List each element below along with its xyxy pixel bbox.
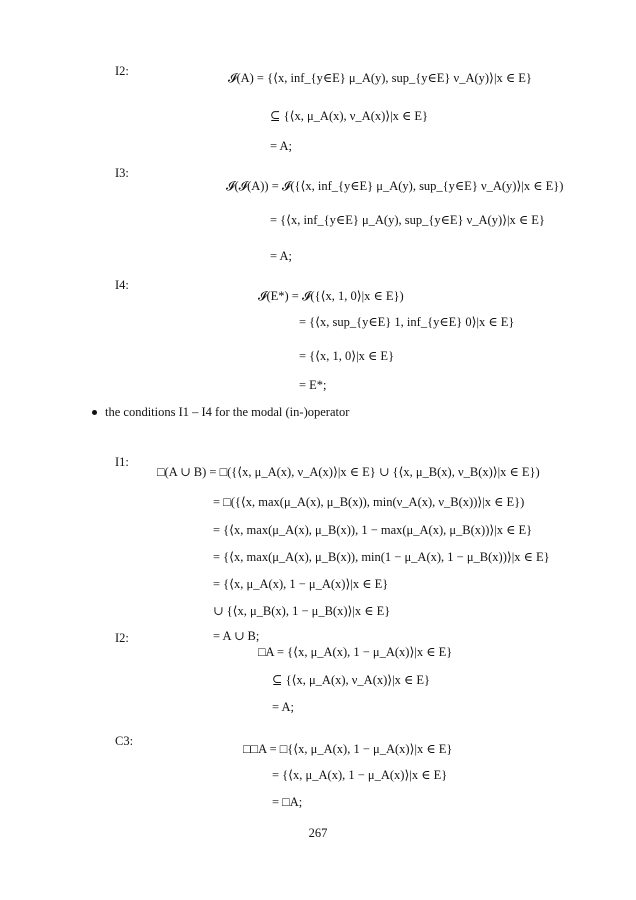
equation-line: = □({⟨x, max(μ_A(x), μ_B(x)), min(ν_A(x), ν_B(x))⟩|x ∈ E}) (213, 495, 525, 509)
equation-line: = A; (270, 249, 292, 263)
label-i1: I1: (115, 455, 129, 469)
equation-line: 𝓘(E*) = 𝓘({⟨x, 1, 0⟩|x ∈ E}) (258, 289, 404, 303)
equation-line: = {⟨x, μ_A(x), 1 − μ_A(x)⟩|x ∈ E} (272, 768, 448, 782)
equation-line: = E*; (299, 378, 327, 392)
equation-line: 𝓘(𝓘(A)) = 𝓘({⟨x, inf_{y∈E} μ_A(y), sup_{y∈E} ν_A(y)⟩|x ∈ E}) (226, 179, 564, 193)
equation-line: = □A; (272, 795, 303, 809)
equation-line: = {⟨x, inf_{y∈E} μ_A(y), sup_{y∈E} ν_A(y)⟩|x ∈ E} (270, 213, 545, 227)
equation-line: = {⟨x, 1, 0⟩|x ∈ E} (299, 349, 395, 363)
bullet-item (92, 405, 349, 420)
equation-line: = {⟨x, max(μ_A(x), μ_B(x)), min(1 − μ_A(x), 1 − μ_B(x))⟩|x ∈ E} (213, 550, 550, 564)
equation-line: = A; (270, 139, 292, 153)
page-number: 267 (308, 826, 328, 840)
equation-line: ∪ {⟨x, μ_B(x), 1 − μ_B(x)⟩|x ∈ E} (213, 604, 391, 618)
equation-line: □(A ∪ B) = □({⟨x, μ_A(x), ν_A(x)⟩|x ∈ E} ∪ {⟨x, μ_B(x), ν_B(x)⟩|x ∈ E}) (157, 465, 540, 479)
bullet-icon (92, 410, 97, 415)
equation-line: = {⟨x, sup_{y∈E} 1, inf_{y∈E} 0⟩|x ∈ E} (299, 315, 515, 329)
equation-line: □□A = □{⟨x, μ_A(x), 1 − μ_A(x)⟩|x ∈ E} (243, 742, 453, 756)
label-i3: I3: (115, 166, 129, 180)
equation-line: = {⟨x, max(μ_A(x), μ_B(x)), 1 − max(μ_A(x), μ_B(x))⟩|x ∈ E} (213, 523, 533, 537)
label-i2: I2: (115, 64, 129, 78)
equation-line: 𝓘(A) = {⟨x, inf_{y∈E} μ_A(y), sup_{y∈E} ν_A(y)⟩|x ∈ E} (228, 71, 532, 85)
equation-line: = {⟨x, μ_A(x), 1 − μ_A(x)⟩|x ∈ E} (213, 577, 389, 591)
label-i4: I4: (115, 278, 129, 292)
bullet-text: the conditions I1 – I4 for the modal (in-)operator (105, 405, 350, 419)
label-c3: C3: (115, 734, 134, 748)
equation-line: ⊆ {⟨x, μ_A(x), ν_A(x)⟩|x ∈ E} (270, 109, 429, 123)
equation-line: □A = {⟨x, μ_A(x), 1 − μ_A(x)⟩|x ∈ E} (258, 645, 453, 659)
equation-line: = A ∪ B; (213, 629, 260, 643)
label-i2-second: I2: (115, 631, 129, 645)
equation-line: ⊆ {⟨x, μ_A(x), ν_A(x)⟩|x ∈ E} (272, 673, 431, 687)
equation-line: = A; (272, 700, 294, 714)
